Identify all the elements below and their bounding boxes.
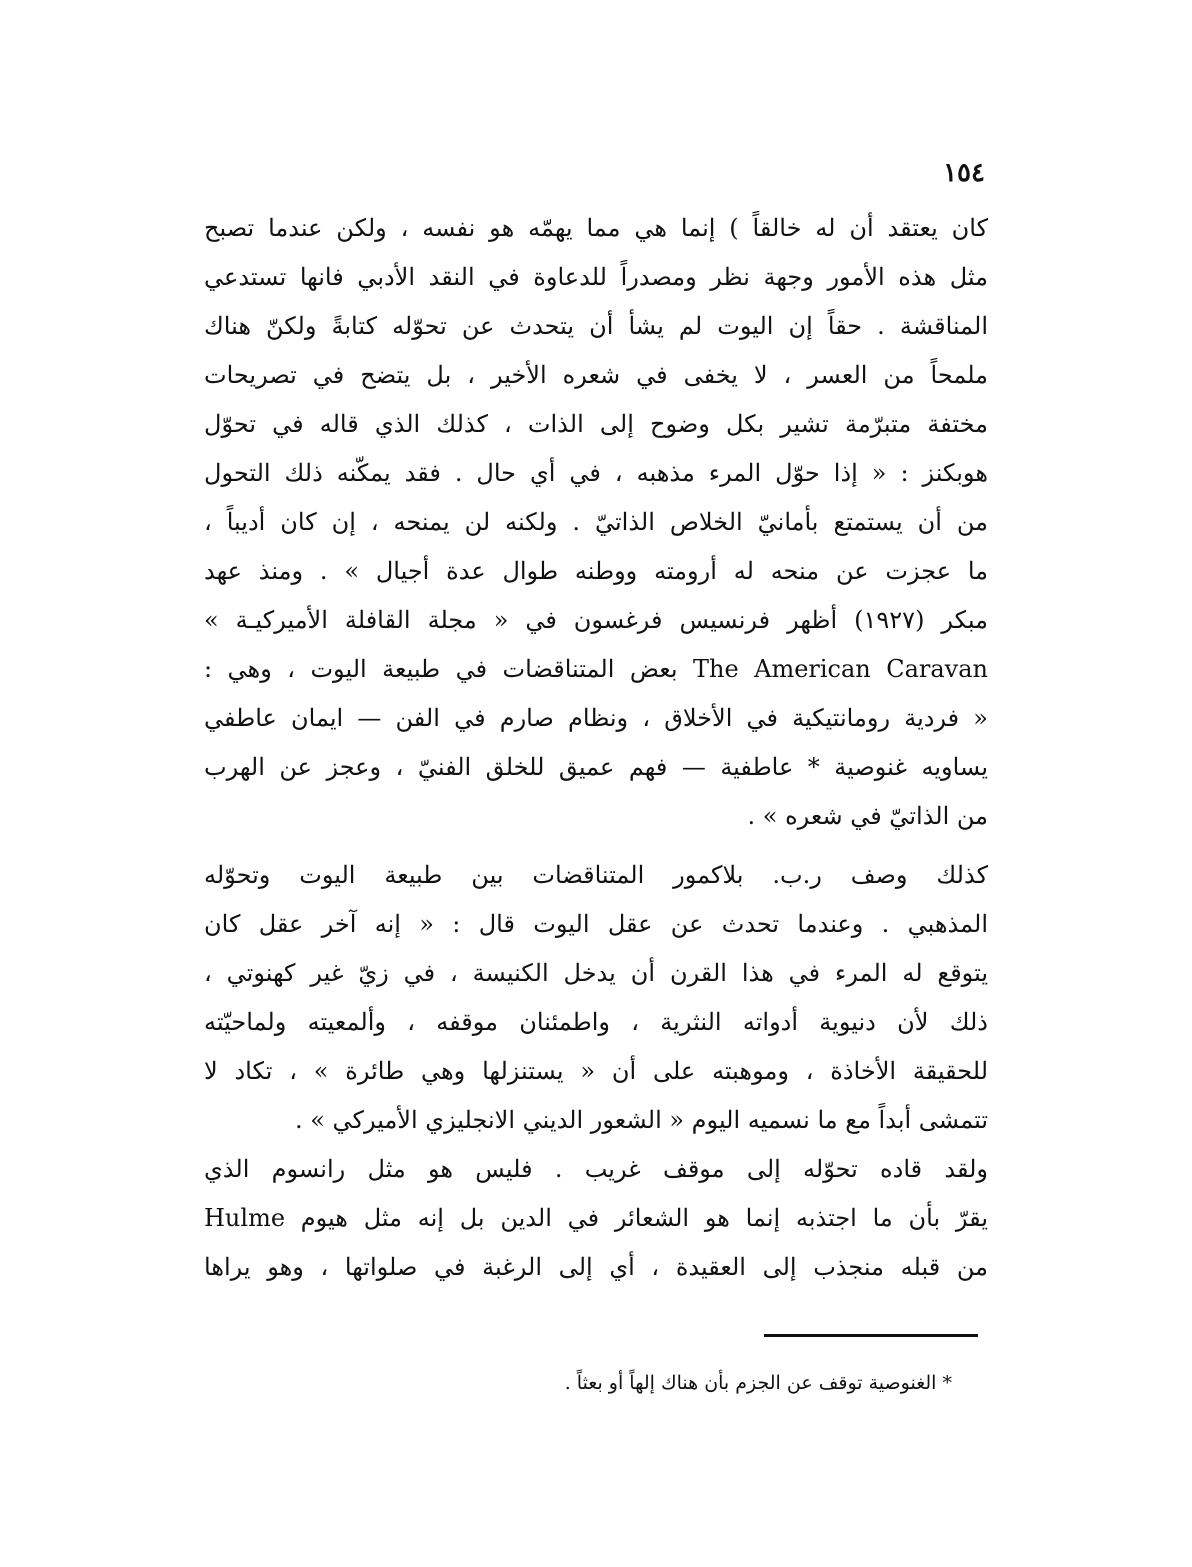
text-line-with-latin: The American Caravan بعض المتناقضات في طبيعة اليوت ، وهي : — [204, 655, 988, 683]
text-line: من الذاتيّ في شعره » . — [747, 802, 988, 830]
text-line: مثل هذه الأمور وجهة نظر ومصدراً للدعاوة في النقد الأدبي فانها تستدعي — [204, 263, 988, 291]
text-line: كان يعتقد أن له خالقاً ) إنما هي مما يهمّه هو نفسه ، ولكن عندما تصبح — [204, 214, 988, 242]
text-line: هوبكنز : « إذا حوّل المرء مذهبه ، في أي حال . فقد يمكّنه ذلك التحول — [204, 459, 988, 487]
text-line-with-latin: يقرّ بأن ما اجتذبه إنما هو الشعائر في الدين بل إنه مثل هيوم Hulme — [204, 1204, 988, 1232]
footnote: * الغنوصية توقف عن الجزم بأن هناك إلهاً أو بعثاً . — [564, 1372, 952, 1394]
page-number: ١٥٤ — [943, 158, 985, 188]
text-line: يتوقع له المرء في هذا القرن أن يدخل الكنيسة ، في زيّ غير كهنوتي ، — [204, 959, 988, 987]
paragraph-3 — [204, 1145, 988, 1292]
text-line: المذهبي . وعندما تحدث عن عقل اليوت قال : « إنه آخر عقل كان — [204, 910, 988, 938]
text-line: مبكر (١٩٢٧) أظهر فرنسيس فرغسون في « مجلة القافلة الأميركيـة » — [204, 606, 988, 634]
text-line: مختفة متبرّمة تشير بكل وضوح إلى الذات ، كذلك الذي قاله في تحوّل — [204, 410, 988, 438]
text-line: ذلك لأن دنيوية أدواته النثرية ، واطمئنان موقفه ، وألمعيته ولماحيّته — [204, 1008, 988, 1036]
text-line: من أن يستمتع بأمانيّ الخلاص الذاتيّ . ولكنه لن يمنحه ، إن كان أديباً ، — [204, 508, 988, 536]
text-line: ولقد قاده تحوّله إلى موقف غريب . فليس هو مثل رانسوم الذي — [204, 1155, 988, 1183]
text-line: المناقشة . حقاً إن اليوت لم يشأ أن يتحدث عن تحوّله كتابةً ولكنّ هناك — [204, 312, 988, 340]
text-line: للحقيقة الأخاذة ، وموهبته على أن « يستنزلها وهي طائرة » ، تكاد لا — [204, 1057, 988, 1085]
paragraph-1 — [204, 204, 988, 841]
text-line: يساويه غنوصية * عاطفية — فهم عميق للخلق الفنيّ ، وعجز عن الهرب — [204, 753, 988, 781]
text-line: تتمشى أبداً مع ما نسميه اليوم « الشعور الديني الانجليزي الأميركي » . — [294, 1106, 988, 1134]
text-line: ملمحاً من العسر ، لا يخفى في شعره الأخير ، بل يتضح في تصريحات — [204, 361, 988, 389]
body-text — [204, 204, 988, 1292]
text-line: من قبله منجذب إلى العقيدة ، أي إلى الرغبة في صلواتها ، وهو يراها — [204, 1253, 988, 1281]
footnote-divider — [764, 1334, 978, 1337]
paragraph-2 — [204, 851, 988, 1145]
text-line: « فردية رومانتيكية في الأخلاق ، ونظام صارم في الفن — ايمان عاطفي — [204, 704, 988, 732]
text-line: كذلك وصف ر.ب. بلاكمور المتناقضات بين طبيعة اليوت وتحوّله — [204, 861, 988, 889]
text-line: ما عجزت عن منحه له أرومته ووطنه طوال عدة أجيال » . ومنذ عهد — [204, 557, 988, 585]
